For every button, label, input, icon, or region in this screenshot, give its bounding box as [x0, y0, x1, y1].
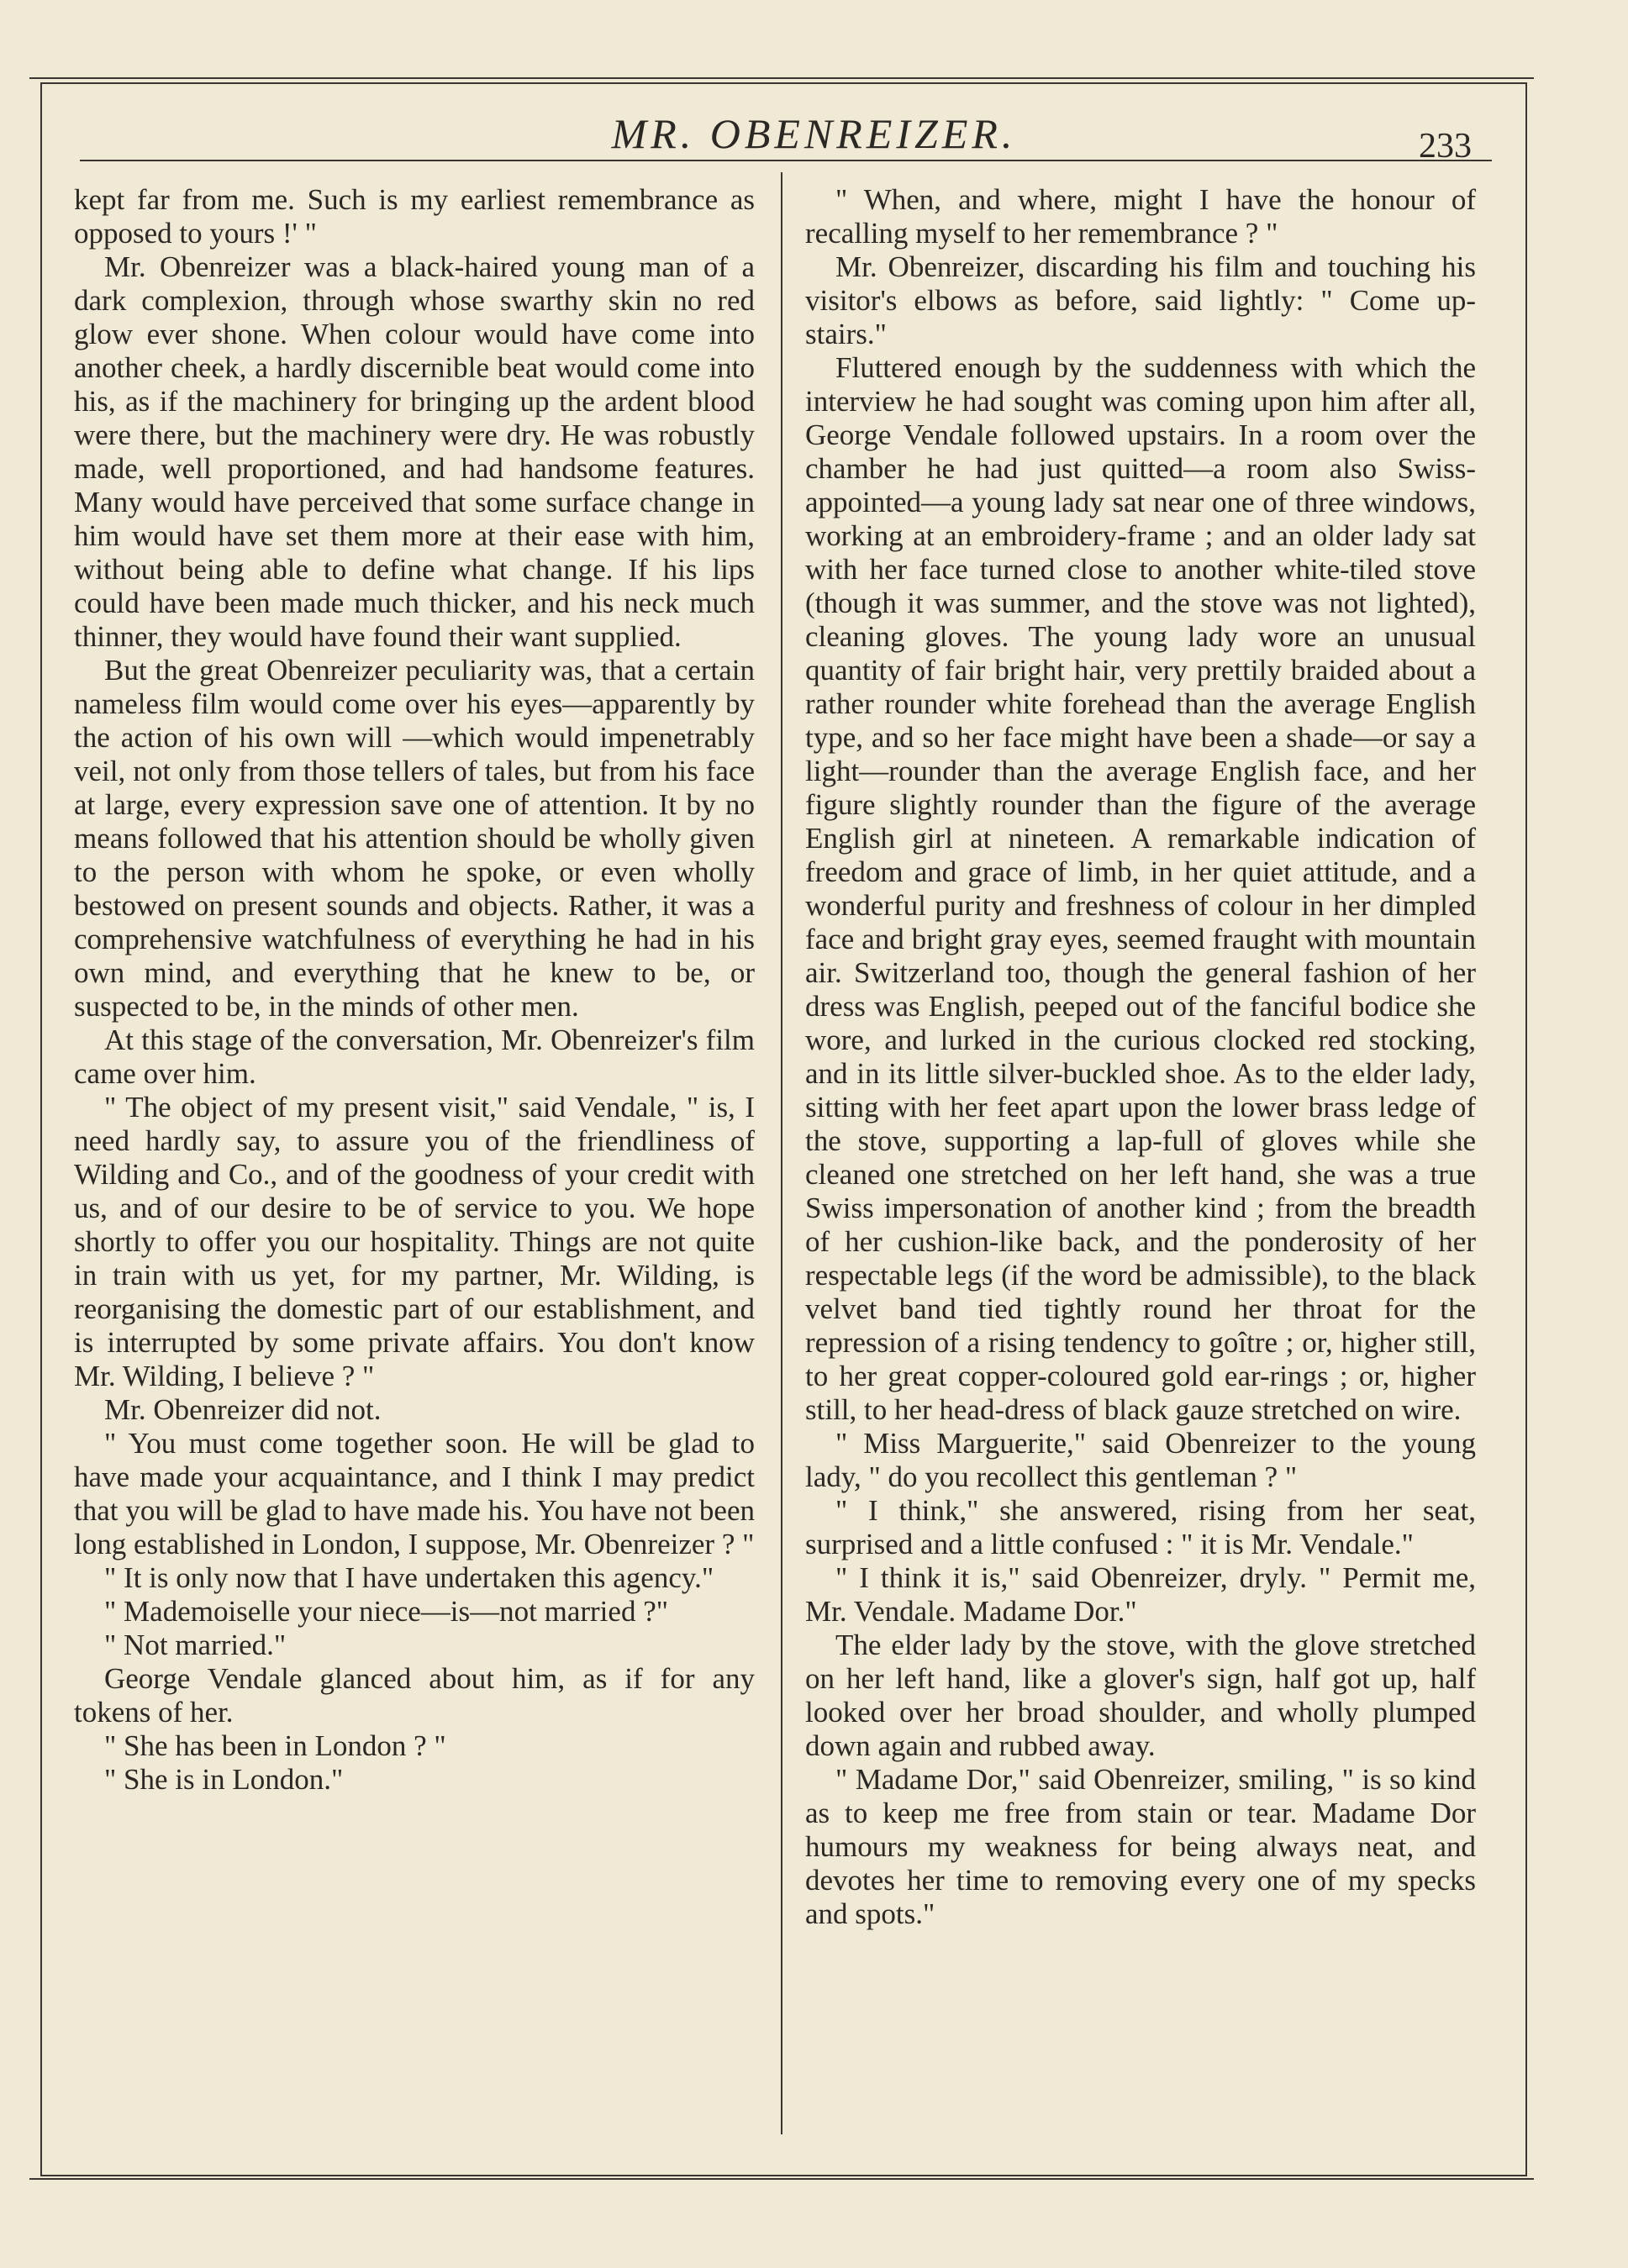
paragraph: " I think," she answered, rising from her seat, surprised and a little confused : " it is Mr. Vendale." — [805, 1494, 1476, 1560]
paragraph: " Miss Marguerite," said Obenreizer to the young lady, " do you recollect this gentleman ? " — [805, 1427, 1476, 1493]
paragraph: Mr. Obenreizer was a black-haired young man of a dark complexion, through whose swarthy skin no red glow ever shone. When colour would have come into another cheek, a hardly discernible beat would come into his, as if the machinery for bringing up the ardent blood were there, but the machinery were dry. He was robustly made, well proportioned, and had handsome features. Many would have perceived that some surface change in him would have set them more at their ease with him, without being able to define what change. If his lips could have been made much thicker, and his neck much thinner, they would have found their want supplied. — [74, 250, 755, 653]
paragraph: The elder lady by the stove, with the glove stretched on her left hand, like a glover's sign, half got up, half looked over her broad shoulder, and wholly plumped down again and rubbed away. — [805, 1629, 1476, 1762]
paragraph: " She is in London." — [104, 1763, 344, 1796]
paragraph: " Not married." — [104, 1629, 287, 1661]
paragraph: " When, and where, might I have the honour of recalling myself to her remembrance ? " — [805, 183, 1476, 250]
paragraph: kept far from me. Such is my earliest remembrance as opposed to yours !' " — [74, 183, 755, 250]
paragraph: But the great Obenreizer peculiarity was, that a certain nameless film would come over his eyes—apparently by the action of his own will —which would impenetrably veil, not only from those tellers of tales, but from his face at large, every expression save one of attention. It by no means followed that his attention should be wholly given to the person with whom he spoke, or even wholly bestowed on present sounds and objects. Rather, it was a comprehensive watchfulness of everything he had in his own mind, and everything that he knew to be, or suspected to be, in the minds of other men. — [74, 654, 755, 1023]
paragraph: " I think it is," said Obenreizer, dryly. " Permit me, Mr. Vendale. Madame Dor." — [805, 1561, 1476, 1628]
page-bottom-rule — [29, 2178, 1534, 2180]
running-title: MR. OBENREIZER. — [611, 110, 1017, 157]
header-rule — [80, 160, 1492, 161]
paragraph: " She has been in London ? " — [104, 1729, 446, 1762]
paragraph: Fluttered enough by the suddenness with which the interview he had sought was coming upon him after all, George Vendale followed upstairs. In a room over the chamber he had just quitted—a room also Swiss-appointed—a young lady sat near one of three windows, working at an embroidery-frame ; and an older lady sat with her face turned close to another white-tiled stove (though it was summer, and the stove was not lighted), cleaning gloves. The young lady wore an unusual quantity of fair bright hair, very prettily braided about a rather rounder white forehead than the average English type, and so her face might have been a shade—or say a light—rounder than the average English face, and her figure slightly rounder than the figure of the average English girl at nineteen. A remarkable indication of freedom and grace of limb, in her quiet attitude, and a wonderful purity and freshness of colour in her dimpled face and bright gray eyes, seemed fraught with mountain air. Switzerland too, though the general fashion of her dress was English, peeped out of the fanciful bodice she wore, and lurked in the curious clocked red stocking, and in its little silver-buckled shoe. As to the elder lady, sitting with her feet apart upon the lower brass ledge of the stove, supporting a lap-full of gloves while she cleaned one stretched on her left hand, she was a true Swiss impersonation of another kind ; from the breadth of her cushion-like back, and the ponderosity of her respectable legs (if the word be admissible), to the black velvet band tied tightly round her throat for the repression of a rising tendency to goître ; or, higher still, to her great copper-coloured gold ear-rings ; or, higher still, to her head-dress of black gauze stretched on wire. — [805, 351, 1476, 1426]
left-column — [74, 183, 755, 1797]
page-top-rule — [29, 77, 1534, 79]
paragraph: Mr. Obenreizer did not. — [104, 1393, 382, 1426]
paragraph: " You must come together soon. He will be glad to have made your acquaintance, and I think I may predict that you will be glad to have made his. You have not been long established in London, I suppose, Mr. Obenreizer ? " — [74, 1427, 755, 1560]
paragraph: Mr. Obenreizer, discarding his film and touching his visitor's elbows as before, said lightly: " Come up-stairs." — [805, 250, 1476, 350]
paragraph: George Vendale glanced about him, as if for any tokens of her. — [74, 1662, 755, 1729]
paragraph: " Madame Dor," said Obenreizer, smiling, " is so kind as to keep me free from stain or tear. Madame Dor humours my weakness for being always neat, and devotes her time to removing every one of my specks and spots." — [805, 1763, 1476, 1930]
right-column — [805, 183, 1476, 1931]
column-divider — [781, 172, 782, 2134]
paragraph: " It is only now that I have undertaken this agency." — [104, 1561, 714, 1594]
paragraph: " The object of my present visit," said Vendale, " is, I need hardly say, to assure you of the friendliness of Wilding and Co., and of the goodness of your credit with us, and of our desire to be of service to you. We hope shortly to offer you our hospitality. Things are not quite in train with us yet, for my partner, Mr. Wilding, is reorganising the domestic part of our establishment, and is interrupted by some private affairs. You don't know Mr. Wilding, I believe ? " — [74, 1091, 755, 1392]
paragraph: " Mademoiselle your niece—is—not married ?" — [104, 1595, 669, 1628]
page-number: 233 — [1419, 127, 1472, 166]
paragraph: At this stage of the conversation, Mr. Obenreizer's film came over him. — [74, 1023, 755, 1090]
